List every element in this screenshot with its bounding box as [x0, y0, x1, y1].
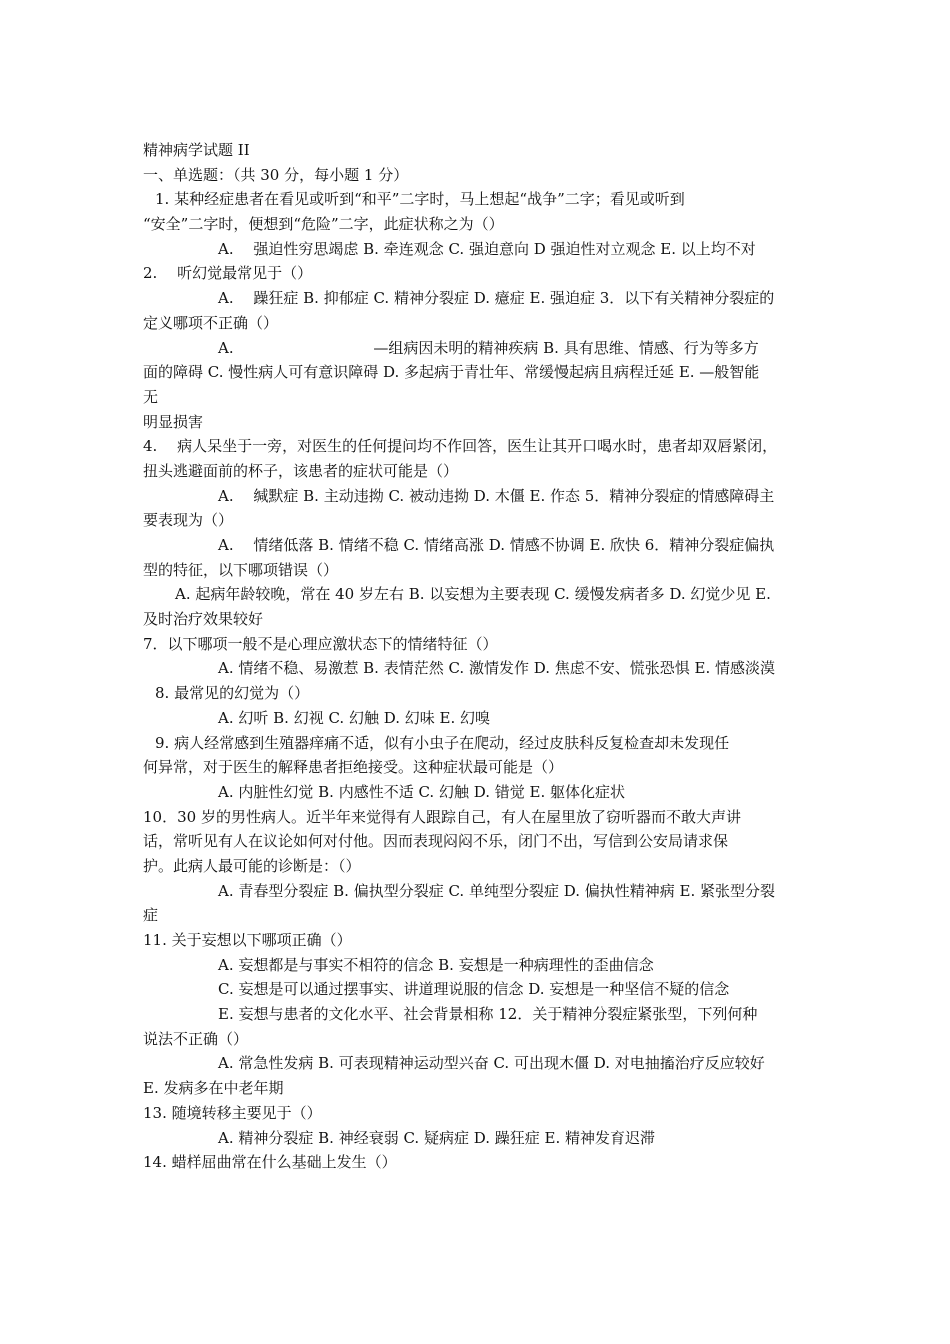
question-11-options-line-1: A. 妄想都是与事实不相符的信念 B. 妄想是一种病理性的歪曲信念 [218, 955, 654, 974]
section-heading: 一、单选题：（共 30 分，每小题 1 分） [143, 165, 409, 184]
question-5-stem-cont: 要表现为（） [143, 511, 234, 530]
question-4-options: A. 缄默症 B. 主动违拗 C. 被动违拗 D. 木僵 E. 作态 5．精神分裂症的情感障碍主 [218, 486, 775, 505]
question-8-options: A. 幻听 B. 幻视 C. 幻触 D. 幻味 E. 幻嗅 [218, 708, 490, 727]
document-body [143, 138, 823, 1175]
question-13-options: A. 精神分裂症 B. 神经衰弱 C. 疑病症 D. 躁狂症 E. 精神发育迟滞 [218, 1128, 655, 1147]
question-6-stem-cont: 型的特征，以下哪项错误（） [143, 560, 339, 579]
question-7-stem: 7．以下哪项一般不是心理应激状态下的情绪特征（） [143, 634, 498, 653]
question-12-stem-cont: 说法不正确（） [143, 1029, 249, 1048]
question-3-options-line-2: 面的障碍 C. 慢性病人可有意识障碍 D. 多起病于青壮年、常缓慢起病且病程迁延 E. —般智能 [143, 363, 760, 382]
question-12-options-line-2: E. 发病多在中老年期 [143, 1079, 284, 1098]
question-11-stem: 11. 关于妄想以下哪项正确（） [143, 931, 352, 949]
question-9-line-1: 9. 病人经常感到生殖器痒痛不适，似有小虫子在爬动，经过皮肤科反复检查却未发现任 [155, 733, 730, 752]
question-3-options-line-3: 无 [143, 387, 159, 406]
question-11-options-line-2: C. 妄想是可以通过摆事实、讲道理说服的信念 D. 妄想是一种坚信不疑的信念 [218, 980, 730, 999]
question-3-stem-cont: 定义哪项不正确（） [143, 313, 279, 332]
question-7-options: A. 情绪不稳、易激惹 B. 表情茫然 C. 激情发作 D. 焦虑不安、慌张恐惧 E. 情感淡漠 [218, 659, 775, 678]
question-12-options-line-1: A. 常急性发病 B. 可表现精神运动型兴奋 C. 可出现木僵 D. 对电抽搐治疗反应较好 [218, 1054, 765, 1073]
question-3-options-line-1: A. —组病因未明的精神疾病 B. 具有思维、情感、行为等多方 [218, 338, 759, 357]
question-13-stem: 13. 随境转移主要见于（） [143, 1103, 322, 1122]
question-1-line-1: 1. 某种经症患者在看见或听到“和平”二字时，马上想起“战争”二字；看见或听到 [155, 190, 685, 209]
question-10-options-line-1: A. 青春型分裂症 B. 偏执型分裂症 C. 单纯型分裂症 D. 偏执性精神病 E. 紧张型分裂 [218, 881, 775, 900]
question-1-options: A. 强迫性穷思竭虑 B. 牵连观念 C. 强迫意向 D 强迫性对立观念 E. 以上均不对 [218, 239, 756, 258]
question-14-stem: 14. 蜡样屈曲常在什么基础上发生（） [143, 1153, 397, 1172]
question-10-line-3: 护。此病人最可能的诊断是：（） [143, 856, 361, 875]
question-9-options: A. 内脏性幻觉 B. 内感性不适 C. 幻触 D. 错觉 E. 躯体化症状 [218, 782, 625, 801]
question-1-line-2: “安全”二字时，便想到“危险”二字，此症状称之为（） [143, 215, 504, 234]
document-title: 精神病学试题 II [143, 141, 250, 159]
question-6-options-line-2: 及时治疗效果较好 [143, 610, 264, 629]
question-4-line-2: 扭头逃避面前的杯子，该患者的症状可能是（） [143, 461, 459, 480]
question-9-line-2: 何异常，对于医生的解释患者拒绝接受。这种症状最可能是（） [143, 758, 564, 777]
question-8-stem: 8. 最常见的幻觉为（） [155, 684, 310, 703]
question-11-options-line-3: E. 妄想与患者的文化水平、社会背景相称 12．关于精神分裂症紧张型，下列何种 [218, 1005, 758, 1024]
question-3-options-line-4: 明显损害 [143, 412, 204, 431]
question-10-options-line-2: 症 [143, 906, 159, 925]
question-10-line-1: 10．30 岁的男性病人。近半年来觉得有人跟踪自己，有人在屋里放了窃听器而不敢大声讲 [143, 807, 741, 826]
question-6-options-line-1: A. 起病年龄较晚，常在 40 岁左右 B. 以妄想为主要表现 C. 缓慢发病者多 D. 幻觉少见 E. [175, 585, 771, 604]
question-4-line-1: 4. 病人呆坐于一旁，对医生的任何提问均不作回答，医生让其开口喝水时，患者却双唇紧闭， [143, 437, 778, 456]
question-5-options: A. 情绪低落 B. 情绪不稳 C. 情绪高涨 D. 情感不协调 E. 欣快 6．精神分裂症偏执 [218, 536, 775, 554]
question-2-stem: 2. 听幻觉最常见于（） [143, 264, 313, 283]
question-2-options: A. 躁狂症 B. 抑郁症 C. 精神分裂症 D. 癔症 E. 强迫症 3．以下有关精神分裂症的 [218, 289, 775, 308]
question-10-line-2: 话，常听见有人在议论如何对付他。因而表现闷闷不乐，闭门不出，写信到公安局请求保 [143, 832, 729, 851]
